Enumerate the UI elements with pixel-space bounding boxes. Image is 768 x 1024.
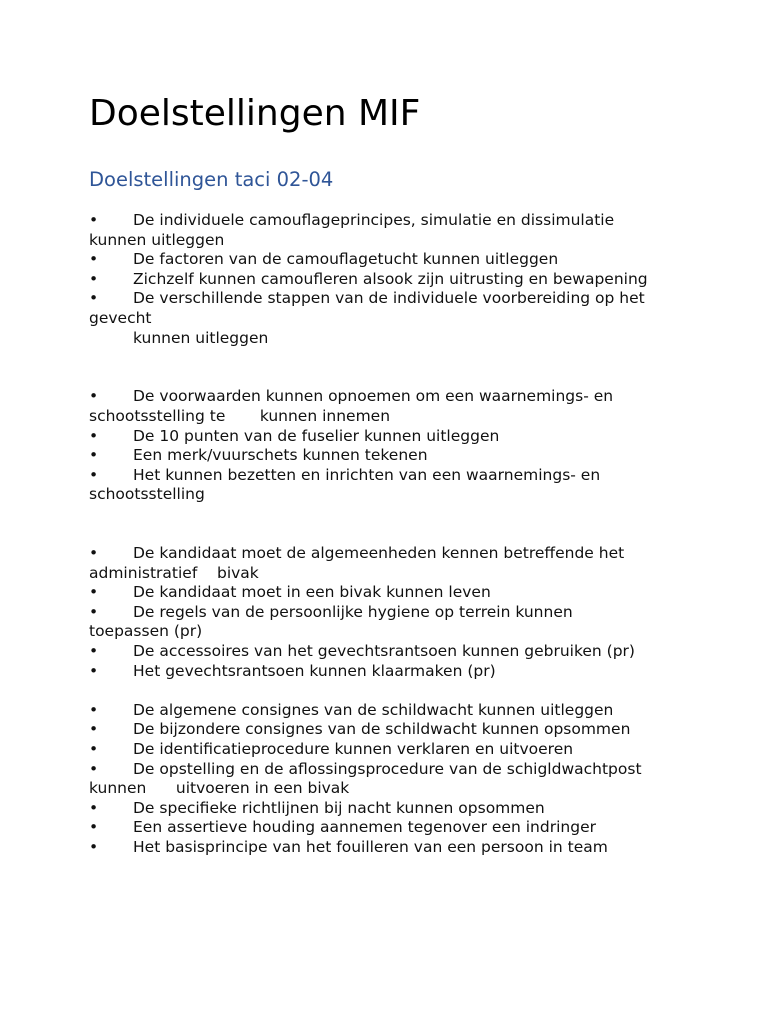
bullet-icon: • <box>89 818 99 837</box>
objective-item <box>89 387 689 426</box>
objective-item <box>89 799 689 819</box>
objective-text: administratief bivak <box>89 563 259 582</box>
bullet-icon: • <box>89 465 99 484</box>
group-spacer <box>89 348 689 387</box>
objective-item <box>89 740 689 760</box>
objective-text: kunnen uitleggen <box>89 230 225 249</box>
bullet-icon: • <box>89 426 99 445</box>
objective-text: Een assertieve houding aannemen tegenover een indringer <box>133 818 596 837</box>
objective-text: De kandidaat moet de algemeenheden kennen betreffende het <box>133 544 625 563</box>
bullet-icon: • <box>89 250 99 269</box>
objective-text: De specifieke richtlijnen bij nacht kunnen opsommen <box>133 798 545 817</box>
bullet-icon: • <box>89 838 99 856</box>
bullet-icon: • <box>89 740 99 759</box>
objective-text: Een merk/vuurschets kunnen tekenen <box>133 446 428 465</box>
objective-text: De accessoires van het gevechtsrantsoen kunnen gebruiken (pr) <box>133 642 635 661</box>
objective-item <box>89 662 689 682</box>
bullet-icon: • <box>89 387 99 406</box>
objective-item <box>89 446 689 466</box>
page-title: Doelstellingen MIF <box>89 93 421 134</box>
objective-item <box>89 603 689 642</box>
group-spacer <box>89 681 689 701</box>
objective-text: Het kunnen bezetten en inrichten van een waarnemings- en <box>133 465 601 484</box>
objective-item <box>89 427 689 447</box>
objective-text: De 10 punten van de fuselier kunnen uitleggen <box>133 426 500 445</box>
objective-text: De verschillende stappen van de individuele voorbereiding op het <box>133 289 645 308</box>
objective-group <box>89 387 689 505</box>
bullet-icon: • <box>89 289 99 308</box>
objective-text: toepassen (pr) <box>89 622 203 641</box>
objective-text: De identificatieprocedure kunnen verklaren en uitvoeren <box>133 740 574 759</box>
objective-item <box>89 818 689 838</box>
objective-text: Zichzelf kunnen camoufleren alsook zijn uitrusting en bewapening <box>133 269 648 288</box>
objective-text: gevecht <box>89 308 152 327</box>
objective-text: kunnen uitvoeren in een bivak <box>89 779 350 798</box>
objective-text: De regels van de persoonlijke hygiene op terrein kunnen <box>133 602 573 621</box>
bullet-icon: • <box>89 642 99 661</box>
objective-item <box>89 701 689 721</box>
bullet-icon: • <box>89 661 99 680</box>
objective-text: De kandidaat moet in een bivak kunnen leven <box>133 583 491 602</box>
objective-group <box>89 211 689 348</box>
section-heading: Doelstellingen taci 02-04 <box>89 168 334 191</box>
objective-item <box>89 760 689 799</box>
objective-text: De algemene consignes van de schildwacht kunnen uitleggen <box>133 700 614 719</box>
objective-text: De factoren van de camouflagetucht kunnen uitleggen <box>133 250 559 269</box>
objective-item <box>89 838 689 858</box>
objective-item <box>89 270 689 290</box>
objective-text: De voorwaarden kunnen opnoemen om een waarnemings- en <box>133 387 614 406</box>
bullet-icon: • <box>89 759 99 778</box>
objective-text: kunnen uitleggen <box>133 328 269 347</box>
bullet-icon: • <box>89 211 99 229</box>
objective-group <box>89 701 689 858</box>
bullet-icon: • <box>89 544 99 563</box>
objective-text: De bijzondere consignes van de schildwacht kunnen opsommen <box>133 720 631 739</box>
objective-group <box>89 544 689 681</box>
objective-item <box>89 720 689 740</box>
objective-item <box>89 583 689 603</box>
objective-item <box>89 211 689 250</box>
group-spacer <box>89 505 689 544</box>
objective-item <box>89 466 689 505</box>
bullet-icon: • <box>89 798 99 817</box>
bullet-icon: • <box>89 700 99 719</box>
objective-text: schootsstelling <box>89 485 205 504</box>
bullet-icon: • <box>89 583 99 602</box>
objective-text: De individuele camouflageprincipes, simulatie en dissimulatie <box>133 211 615 229</box>
bullet-icon: • <box>89 446 99 465</box>
objective-item <box>89 250 689 270</box>
objective-item <box>89 544 689 583</box>
bullet-icon: • <box>89 602 99 621</box>
objective-text: De opstelling en de aflossingsprocedure van de schigldwachtpost <box>133 759 642 778</box>
objective-item <box>89 642 689 662</box>
bullet-icon: • <box>89 720 99 739</box>
objectives-list <box>89 211 689 858</box>
objective-item <box>89 289 689 348</box>
objective-text: schootsstelling te kunnen innemen <box>89 406 391 425</box>
objective-text: Het basisprincipe van het fouilleren van een persoon in team <box>133 838 608 856</box>
bullet-icon: • <box>89 269 99 288</box>
objective-text: Het gevechtsrantsoen kunnen klaarmaken (pr) <box>133 661 496 680</box>
